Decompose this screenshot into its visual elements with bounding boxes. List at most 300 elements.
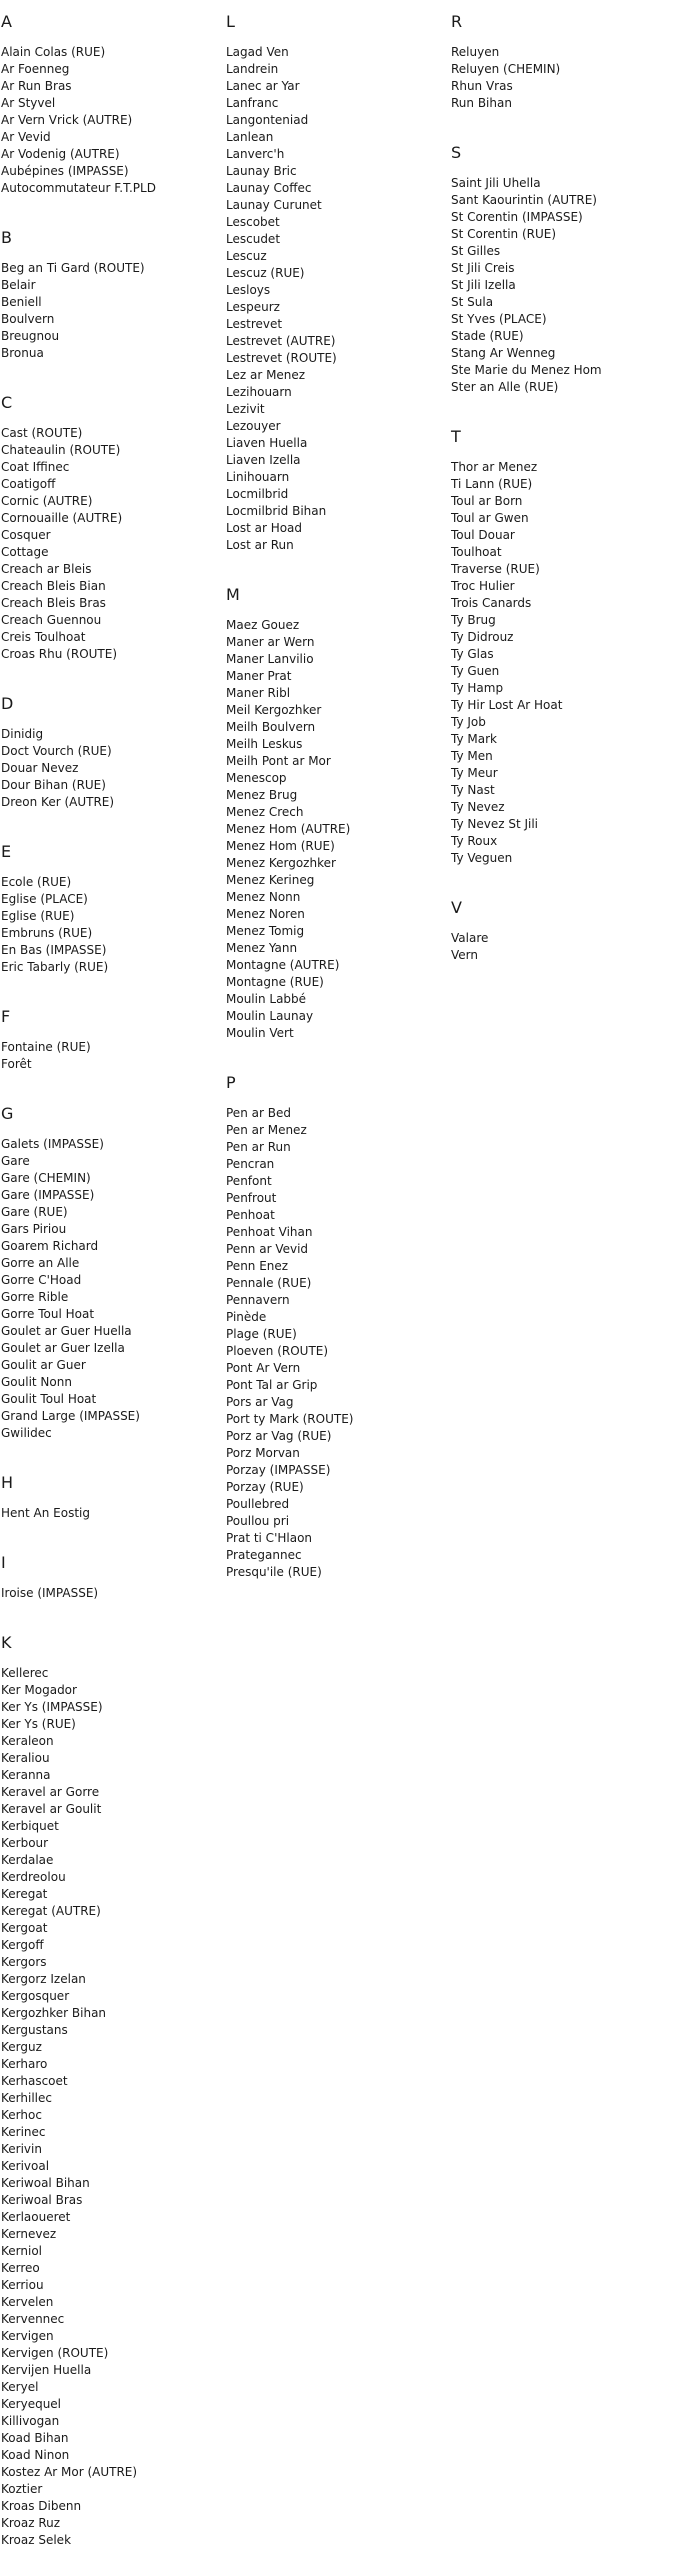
street-item: Liaven Huella — [226, 436, 308, 450]
street-item: Menez Yann — [226, 941, 298, 955]
street-item: Lanec ar Yar — [226, 79, 300, 93]
street-item: Maner Ribl — [226, 686, 291, 700]
street-item: Goarem Richard — [1, 1239, 99, 1253]
letter-group — [0, 1633, 220, 2568]
street-item: Kervigen — [1, 2329, 54, 2343]
street-item: Ty Nevez St Jili — [451, 817, 539, 831]
street-item: Kergosquer — [1, 1989, 70, 2003]
street-item: Gorre Toul Hoat — [1, 1307, 95, 1321]
street-item: St Corentin (IMPASSE) — [451, 210, 583, 224]
street-item: Gare (CHEMIN) — [1, 1171, 91, 1185]
street-item: Langonteniad — [226, 113, 309, 127]
street-item: Ar Run Bras — [1, 79, 72, 93]
street-item: Koztier — [1, 2482, 43, 2496]
street-list — [0, 425, 220, 663]
street-item: Keravel ar Goulit — [1, 1802, 102, 1816]
street-item: Rhun Vras — [451, 79, 513, 93]
street-item: Ty Men — [451, 749, 493, 763]
street-item: Porzay (RUE) — [226, 1480, 304, 1494]
street-item: Eglise (RUE) — [1, 909, 75, 923]
street-item: Ty Roux — [451, 834, 498, 848]
street-item: Penhoat — [226, 1208, 275, 1222]
street-item: Keregat — [1, 1887, 48, 1901]
street-item: Maez Gouez — [226, 618, 300, 632]
street-item: Lezihouarn — [226, 385, 292, 399]
street-item: Ty Guen — [451, 664, 500, 678]
street-item: Ty Hamp — [451, 681, 504, 695]
street-item: Coatigoff — [1, 477, 56, 491]
street-item: Reluyen — [451, 45, 500, 59]
street-item: Menez Kergozhker — [226, 856, 336, 870]
street-item: Beg an Ti Gard (ROUTE) — [1, 261, 145, 275]
street-item: Ploeven (ROUTE) — [226, 1344, 329, 1358]
street-item: Pors ar Vag — [226, 1395, 294, 1409]
street-item: Kerreo — [1, 2261, 40, 2275]
street-item: Goulet ar Guer Izella — [1, 1341, 125, 1355]
group-spacer — [0, 1522, 220, 1541]
group-spacer — [450, 112, 670, 131]
street-item: Lost ar Hoad — [226, 521, 303, 535]
street-item: Goulit Nonn — [1, 1375, 72, 1389]
street-item: Lestrevet (AUTRE) — [226, 334, 336, 348]
street-list — [0, 726, 220, 811]
street-item: Kerriou — [1, 2278, 44, 2292]
street-item: Poullou pri — [226, 1514, 290, 1528]
letter-group — [225, 1073, 445, 1600]
street-item: Cornouaille (AUTRE) — [1, 511, 123, 525]
street-item: Lespeurz — [226, 300, 280, 314]
street-item: Gwilidec — [1, 1426, 52, 1440]
street-item: Keryel — [1, 2380, 39, 2394]
street-item: Lezivit — [226, 402, 265, 416]
group-spacer — [0, 663, 220, 682]
street-item: Kostez Ar Mor (AUTRE) — [1, 2465, 138, 2479]
street-list — [450, 175, 670, 396]
street-item: Moulin Launay — [226, 1009, 314, 1023]
street-item: Lez ar Menez — [226, 368, 306, 382]
street-item: Run Bihan — [451, 96, 512, 110]
street-item: Ecole (RUE) — [1, 875, 72, 889]
street-item: Toulhoat — [451, 545, 502, 559]
street-list — [450, 930, 670, 964]
street-item: Eglise (PLACE) — [1, 892, 88, 906]
group-spacer — [450, 964, 670, 983]
street-item: Lanlean — [226, 130, 274, 144]
street-item: Menez Crech — [226, 805, 304, 819]
group-spacer — [0, 976, 220, 995]
street-item: Hent An Eostig — [1, 1506, 90, 1520]
street-item: Troc Hulier — [451, 579, 515, 593]
letter-heading: D — [1, 694, 14, 713]
street-item: Kernevez — [1, 2227, 57, 2241]
street-item: Kerivoal — [1, 2159, 50, 2173]
street-item: Dinidig — [1, 727, 44, 741]
group-spacer — [225, 1581, 445, 1600]
street-item: Liaven Izella — [226, 453, 301, 467]
letter-heading: K — [1, 1633, 12, 1652]
street-item: Goulit ar Guer — [1, 1358, 86, 1372]
street-item: Lost ar Run — [226, 538, 294, 552]
group-spacer — [225, 1042, 445, 1061]
street-item: Cornic (AUTRE) — [1, 494, 93, 508]
street-item: Saint Jili Uhella — [451, 176, 541, 190]
street-item: Lezouyer — [226, 419, 281, 433]
street-item: Pont Tal ar Grip — [226, 1378, 318, 1392]
street-item: Creach Bleis Bras — [1, 596, 106, 610]
letter-group — [225, 585, 445, 1061]
street-item: Poullebred — [226, 1497, 290, 1511]
street-list — [0, 1039, 220, 1073]
street-item: Maner Lanvilio — [226, 652, 314, 666]
street-list — [225, 44, 445, 554]
letter-group — [0, 12, 220, 216]
street-item: Kerguz — [1, 2040, 42, 2054]
street-item: Penn Enez — [226, 1259, 289, 1273]
street-item: Ker Mogador — [1, 1683, 77, 1697]
street-item: Dour Bihan (RUE) — [1, 778, 106, 792]
street-item: Meilh Boulvern — [226, 720, 316, 734]
street-item: Kerbiquet — [1, 1819, 59, 1833]
street-item: Ar Foenneg — [1, 62, 70, 76]
street-item: Menez Hom (RUE) — [226, 839, 335, 853]
street-item: Meilh Leskus — [226, 737, 303, 751]
street-item: Creach Guennou — [1, 613, 102, 627]
street-item: Ste Marie du Menez Hom — [451, 363, 602, 377]
group-spacer — [450, 396, 670, 415]
street-item: St Corentin (RUE) — [451, 227, 557, 241]
street-list — [0, 1665, 220, 2549]
street-item: Cosquer — [1, 528, 51, 542]
letter-heading: G — [1, 1104, 14, 1123]
street-item: Keravel ar Gorre — [1, 1785, 100, 1799]
letter-heading: M — [226, 585, 240, 604]
street-list — [0, 874, 220, 976]
street-item: Cast (ROUTE) — [1, 426, 83, 440]
street-item: Kervigen (ROUTE) — [1, 2346, 109, 2360]
street-item: Montagne (RUE) — [226, 975, 324, 989]
street-item: Kerlaoueret — [1, 2210, 71, 2224]
street-item: Ty Nast — [451, 783, 495, 797]
street-item: Menez Hom (AUTRE) — [226, 822, 351, 836]
street-item: Porz Morvan — [226, 1446, 300, 1460]
street-item: Killivogan — [1, 2414, 60, 2428]
street-item: Kergoff — [1, 1938, 44, 1952]
street-item: Porz ar Vag (RUE) — [226, 1429, 332, 1443]
street-item: Pen ar Bed — [226, 1106, 291, 1120]
street-item: Pen ar Run — [226, 1140, 291, 1154]
street-item: Ty Meur — [451, 766, 498, 780]
street-item: Kerniol — [1, 2244, 42, 2258]
street-item: Pont Ar Vern — [226, 1361, 301, 1375]
street-item: Ty Glas — [451, 647, 494, 661]
group-spacer — [0, 1073, 220, 1092]
letter-heading: L — [226, 12, 235, 31]
street-item: Prat ti C'Hlaon — [226, 1531, 313, 1545]
street-item: Lestrevet — [226, 317, 283, 331]
street-item: Maner ar Wern — [226, 635, 315, 649]
street-item: Ker Ys (IMPASSE) — [1, 1700, 103, 1714]
street-item: Stang Ar Wenneg — [451, 346, 556, 360]
group-spacer — [0, 197, 220, 216]
street-item: Douar Nevez — [1, 761, 79, 775]
street-item: Kerivin — [1, 2142, 42, 2156]
street-item: Menescop — [226, 771, 287, 785]
street-item: Ty Didrouz — [451, 630, 514, 644]
street-item: Menez Brug — [226, 788, 298, 802]
street-item: Moulin Labbé — [226, 992, 307, 1006]
street-item: Ar Vodenig (AUTRE) — [1, 147, 120, 161]
street-item: Sant Kaourintin (AUTRE) — [451, 193, 597, 207]
street-item: Penn ar Vevid — [226, 1242, 309, 1256]
street-item: Kervijen Huella — [1, 2363, 92, 2377]
street-item: Pinède — [226, 1310, 267, 1324]
street-item: Meil Kergozhker — [226, 703, 322, 717]
street-item: Gorre Rible — [1, 1290, 69, 1304]
street-item: Keranna — [1, 1768, 51, 1782]
street-index-column-3 — [450, 0, 670, 983]
street-item: Kergustans — [1, 2023, 68, 2037]
street-item: Belair — [1, 278, 36, 292]
group-spacer — [225, 554, 445, 573]
street-list — [0, 1585, 220, 1602]
street-item: Coat Iffinec — [1, 460, 70, 474]
street-item: Gare (IMPASSE) — [1, 1188, 95, 1202]
letter-heading: P — [226, 1073, 236, 1092]
street-item: Menez Kerineg — [226, 873, 315, 887]
letter-group — [450, 143, 670, 415]
street-item: Kergozhker Bihan — [1, 2006, 107, 2020]
street-item: Ty Job — [451, 715, 486, 729]
street-item: Lestrevet (ROUTE) — [226, 351, 337, 365]
street-item: Launay Coffec — [226, 181, 312, 195]
street-item: Kerdreolou — [1, 1870, 66, 1884]
street-item: Embruns (RUE) — [1, 926, 93, 940]
group-spacer — [0, 362, 220, 381]
street-item: Iroise (IMPASSE) — [1, 1586, 99, 1600]
street-item: Aubépines (IMPASSE) — [1, 164, 129, 178]
street-item: Maner Prat — [226, 669, 292, 683]
street-item: Ker Ys (RUE) — [1, 1717, 76, 1731]
letter-group — [0, 393, 220, 682]
street-item: Port ty Mark (ROUTE) — [226, 1412, 354, 1426]
street-item: Kergorz Izelan — [1, 1972, 86, 1986]
group-spacer — [0, 1442, 220, 1461]
street-item: Toul ar Born — [451, 494, 523, 508]
street-item: Lesloys — [226, 283, 271, 297]
letter-heading: C — [1, 393, 13, 412]
letter-heading: H — [1, 1473, 14, 1492]
street-item: Kerinec — [1, 2125, 46, 2139]
street-item: Thor ar Menez — [451, 460, 538, 474]
street-item: Launay Bric — [226, 164, 297, 178]
street-item: Kerdalae — [1, 1853, 54, 1867]
street-item: Valare — [451, 931, 489, 945]
street-list — [0, 260, 220, 362]
letter-heading: T — [451, 427, 461, 446]
street-item: Vern — [451, 948, 478, 962]
street-item: St Gilles — [451, 244, 501, 258]
street-item: En Bas (IMPASSE) — [1, 943, 107, 957]
street-item: Kergoat — [1, 1921, 48, 1935]
street-item: Goulit Toul Hoat — [1, 1392, 97, 1406]
street-list — [0, 1505, 220, 1522]
street-item: Dreon Ker (AUTRE) — [1, 795, 115, 809]
street-item: Grand Large (IMPASSE) — [1, 1409, 140, 1423]
street-item: Doct Vourch (RUE) — [1, 744, 112, 758]
street-item: Presqu'ile (RUE) — [226, 1565, 322, 1579]
street-item: Toul ar Gwen — [451, 511, 529, 525]
street-item: Pennavern — [226, 1293, 290, 1307]
letter-heading: F — [1, 1007, 11, 1026]
street-item: Kervennec — [1, 2312, 65, 2326]
street-item: Forêt — [1, 1057, 32, 1071]
street-item: Fontaine (RUE) — [1, 1040, 91, 1054]
letter-group — [0, 1553, 220, 1621]
street-item: Gare — [1, 1154, 30, 1168]
letter-heading: V — [451, 898, 462, 917]
street-item: Autocommutateur F.T.PLD — [1, 181, 156, 195]
street-item: St Sula — [451, 295, 494, 309]
street-item: Keraliou — [1, 1751, 50, 1765]
letter-heading: E — [1, 842, 12, 861]
street-item: Galets (IMPASSE) — [1, 1137, 104, 1151]
street-item: Creis Toulhoat — [1, 630, 86, 644]
street-list — [225, 1105, 445, 1581]
street-item: Landrein — [226, 62, 279, 76]
street-item: Pencran — [226, 1157, 275, 1171]
street-item: Menez Tomig — [226, 924, 305, 938]
letter-group — [0, 1104, 220, 1461]
street-item: Beniell — [1, 295, 42, 309]
letter-heading: I — [1, 1553, 6, 1572]
street-item: Gorre C'Hoad — [1, 1273, 82, 1287]
street-item: Penfont — [226, 1174, 272, 1188]
letter-group — [0, 1007, 220, 1092]
street-item: Porzay (IMPASSE) — [226, 1463, 331, 1477]
letter-group — [0, 1473, 220, 1541]
street-item: Keraleon — [1, 1734, 54, 1748]
street-item: Kerhillec — [1, 2091, 52, 2105]
letter-group — [0, 842, 220, 995]
street-item: Creach ar Bleis — [1, 562, 92, 576]
street-item: Kroaz Selek — [1, 2533, 72, 2547]
street-item: Reluyen (CHEMIN) — [451, 62, 561, 76]
street-item: Lescuz — [226, 249, 267, 263]
street-item: Kroaz Ruz — [1, 2516, 61, 2530]
street-item: Kerhoc — [1, 2108, 42, 2122]
street-item: Kellerec — [1, 1666, 49, 1680]
street-item: Ti Lann (RUE) — [451, 477, 533, 491]
street-item: Lanverc'h — [226, 147, 285, 161]
street-item: Kervelen — [1, 2295, 54, 2309]
street-index-column-1 — [0, 0, 220, 2568]
street-item: Ster an Alle (RUE) — [451, 380, 559, 394]
street-item: St Yves (PLACE) — [451, 312, 547, 326]
street-item: Gare (RUE) — [1, 1205, 68, 1219]
street-item: Linihouarn — [226, 470, 290, 484]
street-item: Penfrout — [226, 1191, 277, 1205]
street-item: Koad Bihan — [1, 2431, 69, 2445]
street-item: Keriwoal Bras — [1, 2193, 83, 2207]
street-item: Kergors — [1, 1955, 47, 1969]
street-item: Ar Vern Vrick (AUTRE) — [1, 113, 133, 127]
street-item: Lescudet — [226, 232, 281, 246]
street-item: Creach Bleis Bian — [1, 579, 106, 593]
letter-heading: S — [451, 143, 462, 162]
street-item: Locmilbrid — [226, 487, 289, 501]
street-item: Pennale (RUE) — [226, 1276, 312, 1290]
street-item: Bronua — [1, 346, 44, 360]
street-item: Ty Nevez — [451, 800, 505, 814]
street-list — [450, 459, 670, 867]
street-item: Prategannec — [226, 1548, 302, 1562]
letter-group — [0, 228, 220, 381]
street-item: Stade (RUE) — [451, 329, 524, 343]
street-item: Ty Brug — [451, 613, 496, 627]
street-item: St Jili Creis — [451, 261, 515, 275]
street-list — [225, 617, 445, 1042]
street-item: Kroas Dibenn — [1, 2499, 82, 2513]
street-item: Kerhascoet — [1, 2074, 68, 2088]
street-item: Launay Curunet — [226, 198, 322, 212]
street-item: Koad Ninon — [1, 2448, 70, 2462]
street-item: Lanfranc — [226, 96, 279, 110]
street-item: Gorre an Alle — [1, 1256, 80, 1270]
street-item: Gars Piriou — [1, 1222, 67, 1236]
street-item: Ty Veguen — [451, 851, 513, 865]
street-item: Alain Colas (RUE) — [1, 45, 106, 59]
street-item: Moulin Vert — [226, 1026, 294, 1040]
group-spacer — [0, 1602, 220, 1621]
street-item: Lescuz (RUE) — [226, 266, 305, 280]
letter-group — [0, 694, 220, 830]
street-item: Keryequel — [1, 2397, 62, 2411]
street-list — [0, 44, 220, 197]
street-list — [0, 1136, 220, 1442]
street-item: Keregat (AUTRE) — [1, 1904, 101, 1918]
street-index-column-2 — [225, 0, 445, 1600]
group-spacer — [0, 811, 220, 830]
letter-group — [450, 12, 670, 131]
street-item: Ar Vevid — [1, 130, 51, 144]
letter-group — [450, 898, 670, 983]
street-item: Boulvern — [1, 312, 55, 326]
street-item: Croas Rhu (ROUTE) — [1, 647, 118, 661]
street-item: Cottage — [1, 545, 49, 559]
street-item: Lagad Ven — [226, 45, 289, 59]
street-item: Plage (RUE) — [226, 1327, 297, 1341]
street-item: Ar Styvel — [1, 96, 56, 110]
street-item: Locmilbrid Bihan — [226, 504, 327, 518]
letter-heading: R — [451, 12, 463, 31]
street-item: Meilh Pont ar Mor — [226, 754, 331, 768]
street-item: Goulet ar Guer Huella — [1, 1324, 132, 1338]
street-item: Trois Canards — [451, 596, 532, 610]
letter-group — [225, 12, 445, 573]
street-item: Lescobet — [226, 215, 280, 229]
street-item: Ty Mark — [451, 732, 497, 746]
group-spacer — [0, 2549, 220, 2568]
street-item: Menez Noren — [226, 907, 305, 921]
street-item: Kerharo — [1, 2057, 48, 2071]
street-item: St Jili Izella — [451, 278, 516, 292]
street-item: Menez Nonn — [226, 890, 301, 904]
letter-group — [450, 427, 670, 886]
street-item: Ty Hir Lost Ar Hoat — [451, 698, 563, 712]
street-item: Chateaulin (ROUTE) — [1, 443, 121, 457]
street-item: Pen ar Menez — [226, 1123, 307, 1137]
street-item: Eric Tabarly (RUE) — [1, 960, 109, 974]
